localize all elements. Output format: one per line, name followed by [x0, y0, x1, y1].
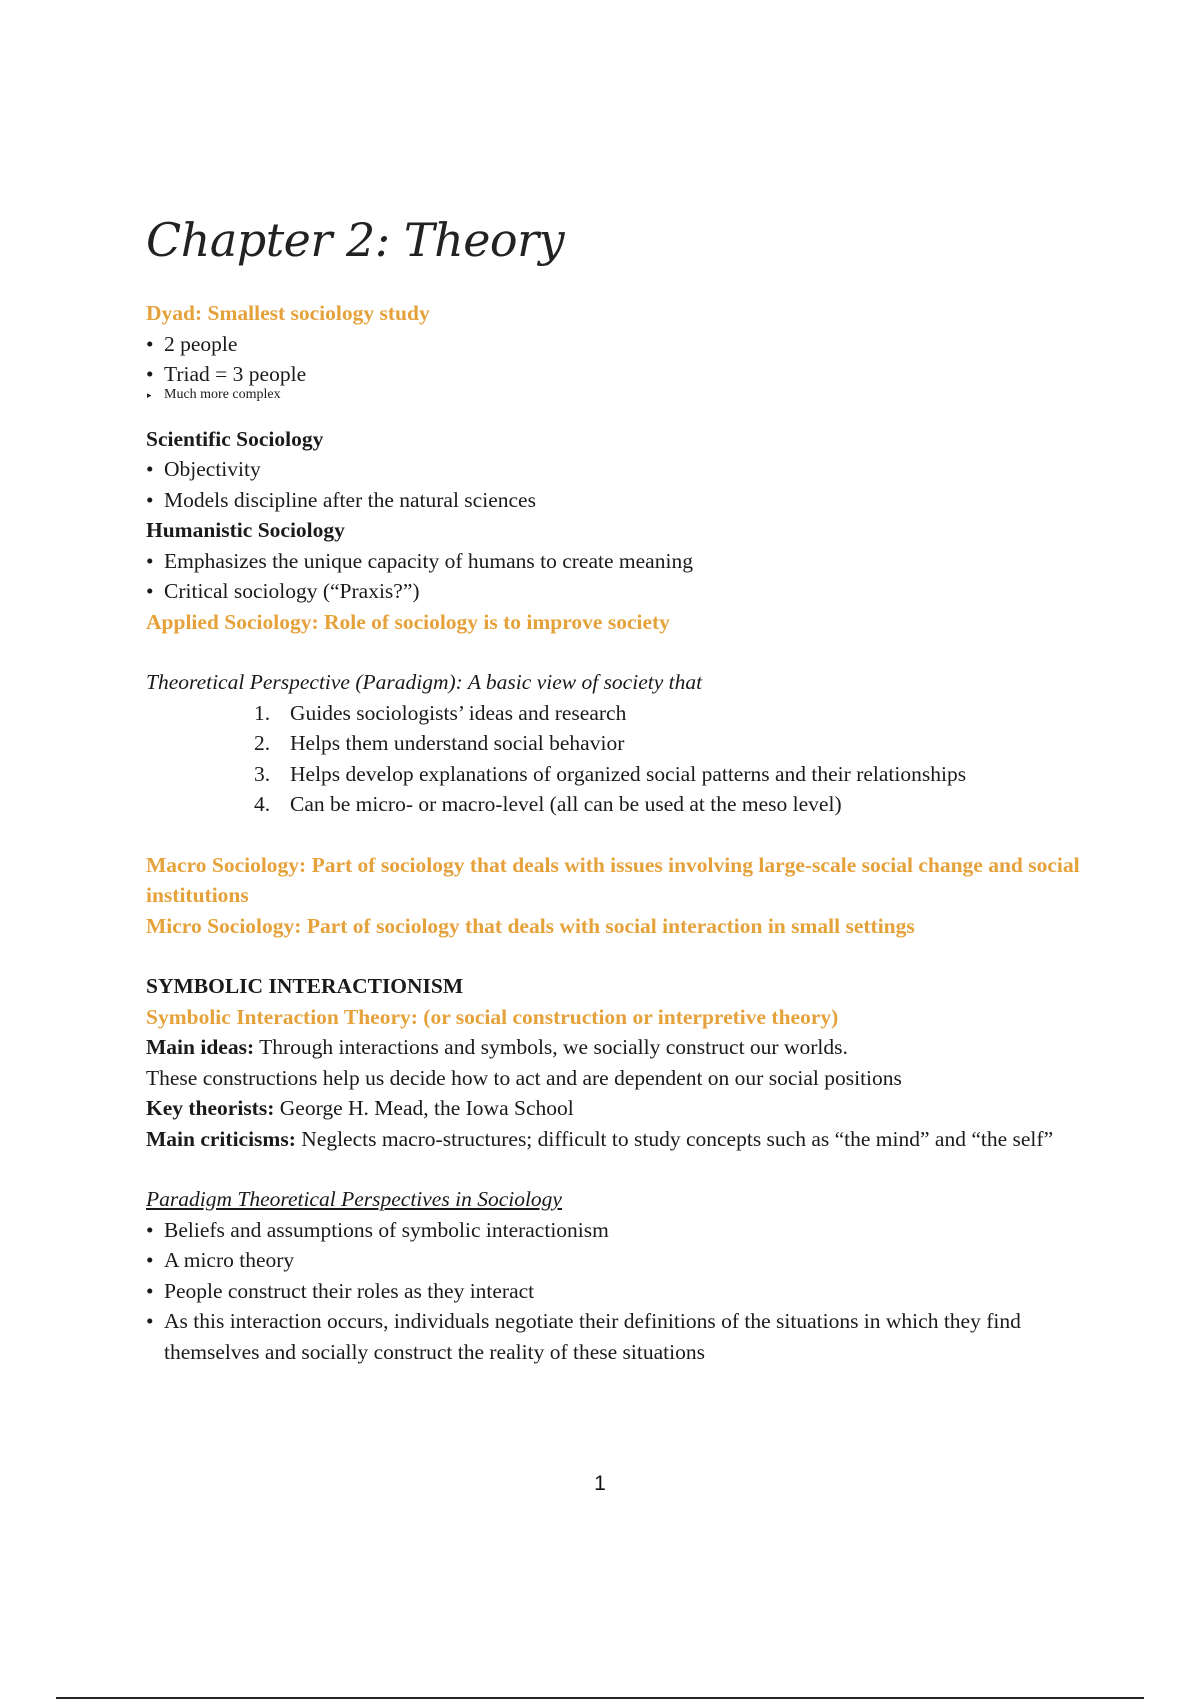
list-item: 4. Can be micro- or macro-level (all can be used at the meso level) — [254, 792, 842, 816]
bullet-icon: • — [146, 1217, 154, 1242]
scientific-heading: Scientific Sociology — [146, 426, 324, 451]
sub-list-item: ▸ Much more complex — [147, 386, 281, 402]
list-item: • 2 people — [146, 329, 1096, 360]
key-theorists-label: Key theorists: — [146, 1096, 275, 1120]
main-ideas-label: Main ideas: — [146, 1035, 255, 1059]
bullet-icon: • — [146, 548, 154, 573]
page-number: 1 — [594, 1472, 606, 1495]
applied-sociology: Applied Sociology: Role of sociology is to improve society — [146, 609, 670, 634]
triangle-bullet-icon: ▸ — [147, 389, 152, 400]
list-item: • People construct their roles as they interact — [146, 1276, 1096, 1307]
list-item: • Emphasizes the unique capacity of humans to create meaning — [146, 546, 1096, 577]
bullet-icon: • — [146, 457, 154, 481]
main-ideas: Main ideas: Through interactions and symbols, we socially construct our worlds. — [146, 1035, 848, 1059]
micro-sociology: Micro Sociology: Part of sociology that deals with social interaction in small settings — [146, 913, 915, 938]
section-heading: SYMBOLIC INTERACTIONISM — [146, 974, 464, 998]
theoretical-list — [146, 698, 1096, 820]
page-content — [146, 210, 1096, 1367]
macro-sociology: Macro Sociology: Part of sociology that deals with issues involving large-scale social change and social institutions — [146, 852, 1080, 907]
bullet-icon: • — [146, 579, 154, 603]
list-item: • As this interaction occurs, individuals negotiate their definitions of the situations in which they find themselves and socially construct the reality of these situations — [146, 1306, 1096, 1367]
list-item: • Beliefs and assumptions of symbolic interactionism — [146, 1215, 1096, 1246]
page-title: Chapter 2: Theory — [146, 213, 565, 267]
list-item: • Critical sociology (“Praxis?”) — [146, 576, 1096, 607]
constructions-text: These constructions help us decide how to act and are dependent on our social positions — [146, 1065, 902, 1090]
main-criticisms-label: Main criticisms: — [146, 1126, 296, 1151]
theoretical-heading: Theoretical Perspective (Paradigm): A basic view of society that — [146, 670, 703, 694]
dyad-heading: Dyad: Smallest sociology study — [146, 301, 430, 325]
bottom-divider — [56, 1697, 1144, 1699]
list-item: 3. Helps develop explanations of organized social patterns and their relationships — [254, 761, 967, 786]
symbolic-theory-heading: Symbolic Interaction Theory: (or social construction or interpretive theory) — [146, 1004, 839, 1029]
bullet-icon: • — [146, 487, 154, 512]
list-item: • A micro theory — [146, 1245, 1096, 1276]
main-criticisms: Main criticisms: Neglects macro-structures; difficult to study concepts such as “the mind” and “the self” — [146, 1126, 1054, 1151]
list-item: 2. Helps them understand social behavior — [254, 731, 625, 755]
list-item: • Triad = 3 people — [146, 359, 1096, 390]
list-item: • Objectivity — [146, 454, 1096, 485]
list-item: 1. Guides sociologists’ ideas and research — [254, 700, 627, 725]
bullet-icon: • — [146, 1278, 154, 1303]
paradigm-heading: Paradigm Theoretical Perspectives in Sociology — [146, 1187, 562, 1211]
bullet-icon: • — [146, 1309, 154, 1333]
bullet-icon: • — [146, 362, 154, 386]
bullet-icon: • — [146, 331, 154, 356]
list-item: • Models discipline after the natural sciences — [146, 485, 1096, 516]
key-theorists: Key theorists: George H. Mead, the Iowa School — [146, 1096, 574, 1120]
humanistic-heading: Humanistic Sociology — [146, 518, 345, 542]
bullet-icon: • — [146, 1248, 154, 1272]
